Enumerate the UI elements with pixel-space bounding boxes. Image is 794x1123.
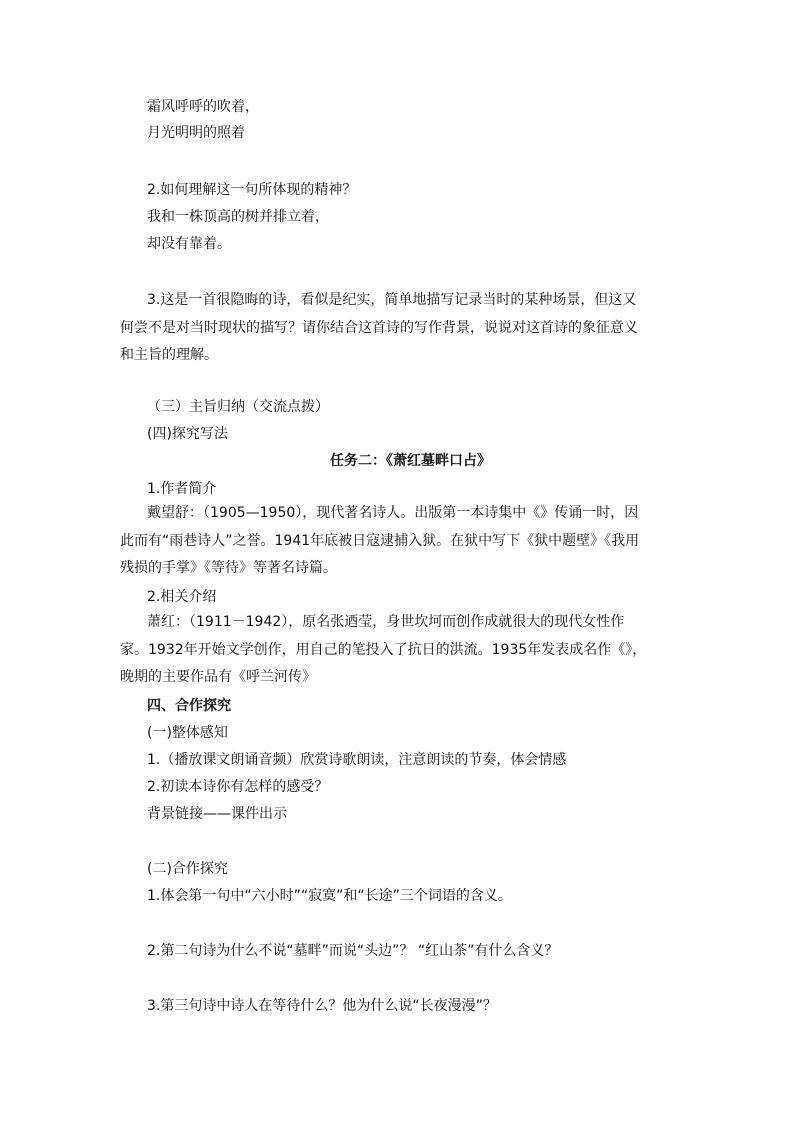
related-intro-heading: 2.相关介绍 <box>147 589 217 605</box>
question-2-label: 2.如何理解这一句所体现的精神？ <box>147 182 357 198</box>
author-intro-text: 戴望舒：（1905—1950），现代著名诗人。出版第一本诗集中《》传诵一时，因此而有“雨巷诗人”之誉。1941年底被日寇逮捕入狱。在狱中写下《狱中题壁》《我用残损的手掌》《等待》等著名诗篇。 <box>120 505 640 576</box>
sub-1-heading: (一)整体感知 <box>147 725 228 741</box>
section-4-heading: (四)探究写法 <box>147 426 228 442</box>
question-2-quote-line-2: 却没有靠着。 <box>147 236 231 252</box>
sub-2-heading: (二)合作探究 <box>147 861 228 877</box>
sub-1-item-3: 背景链接——课件出示 <box>147 806 287 822</box>
question-2-quote-line-1: 我和一株顶高的树并排立着， <box>147 209 329 225</box>
sub-2-item-2: 2.第二句诗为什么不说“墓畔”而说“头边”？ “红山茶”有什么含义？ <box>147 943 559 959</box>
sub-2-item-3: 3.第三句诗中诗人在等待什么？他为什么说“长夜漫漫”？ <box>147 998 497 1014</box>
sub-1-item-2: 2.初读本诗你有怎样的感受？ <box>147 779 329 795</box>
question-3-paragraph: 3.这是一首很隐晦的诗，看似是纪实，简单地描写记录当时的某种场景，但这又何尝不是对当时现状的描写？请你结合这首诗的写作背景，说说对这首诗的象征意义和主旨的理解。 <box>120 292 638 363</box>
poem-line-2: 月光明明的照着 <box>147 125 245 141</box>
section-3-heading: （三）主旨归纳（交流点拨） <box>147 399 329 415</box>
task-2-title: 任务二：《萧红墓畔口占》 <box>330 453 491 469</box>
sub-1-item-1: 1.（播放课文朗诵音频）欣赏诗歌朗读，注意朗读的节奏，体会情感 <box>147 752 567 768</box>
sub-2-item-1: 1.体会第一句中“六小时”“寂寞”和“长途”三个词语的含义。 <box>147 888 512 904</box>
part-4-heading: 四、合作探究 <box>147 698 231 714</box>
poem-line-1: 霜风呼呼的吹着， <box>147 99 259 115</box>
related-intro-text: 萧红：（1911－1942），原名张迺莹，身世坎坷而创作成就很大的现代女性作家。1932年开始文学创作，用自己的笔投入了抗日的洪流。1935年发表成名作《》，晚期的主要作品有《呼兰河传》 <box>120 614 647 685</box>
author-intro-heading: 1.作者简介 <box>147 481 217 497</box>
